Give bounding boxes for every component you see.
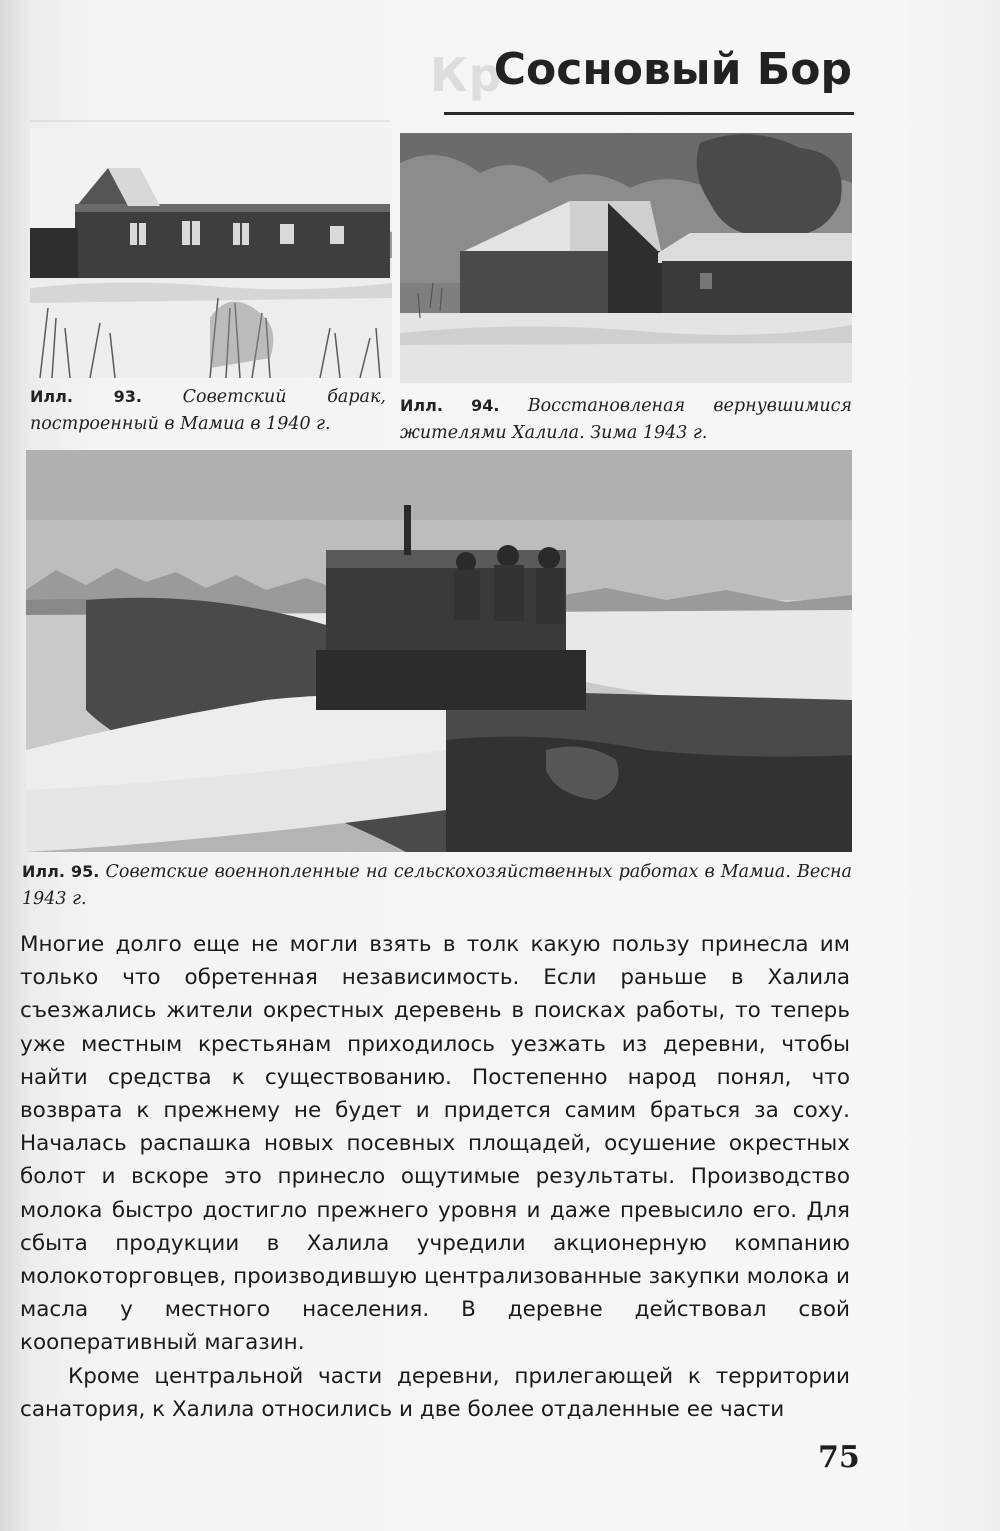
figure-95-caption-text: Советские военнопленные на сельскохозяйственных работах в Мамиа. Весна 1943 г.	[22, 862, 852, 909]
figure-94-photo	[400, 133, 852, 383]
running-header	[430, 40, 854, 120]
figure-94-caption	[400, 392, 852, 447]
figure-93-caption	[30, 383, 386, 438]
figure-94-label: Илл. 94.	[400, 396, 500, 415]
figure-95-label: Илл. 95.	[22, 862, 100, 881]
restored-house-photo	[400, 133, 852, 383]
show-through-heading: Кр	[430, 48, 503, 102]
page-number: 75	[818, 1440, 860, 1475]
paragraph-2: Кроме центральной части деревни, прилегающей к территории санатория, к Халила относились и две более отдаленные ее части	[20, 1363, 850, 1422]
tractor-photo	[26, 450, 852, 852]
figure-95-photo	[26, 450, 852, 852]
figure-94-caption-text: Восстановленая вернувшимися жителями Халила. Зима 1943 г.	[400, 396, 852, 443]
figure-93-caption-text: Советский барак, построенный в Мамиа в 1940 г.	[30, 387, 386, 434]
figure-93-photo	[30, 128, 392, 378]
barrack-photo	[30, 128, 392, 378]
main-text	[20, 928, 850, 1426]
figure-95-caption	[22, 858, 852, 913]
figure-93-label: Илл. 93.	[30, 387, 142, 406]
chapter-title: Сосновый Бор	[493, 44, 852, 95]
header-rule	[444, 112, 854, 115]
paragraph-1: Многие долго еще не могли взять в толк какую пользу принесла им только что обретенная независимость. Если раньше в Халила съезжались жители окрестных деревень в поисках работы, то теперь уже местным крестьянам приходилось уезжать из деревни, чтобы найти средства к существованию. Постепенно народ понял, что возврата к прежнему не будет и придется самим браться за соху. Началась распашка новых посевных площадей, осушение окрестных болот и вскоре это принесло ощутимые результаты. Производство молока быстро достигло прежнего уровня и даже превысило его. Для сбыта продукции в Халила учредили акционерную компанию молокоторговцев, производившую централизованные закупки молока и масла у местного населения. В деревне действовал свой кооперативный магазин.	[20, 932, 850, 1356]
